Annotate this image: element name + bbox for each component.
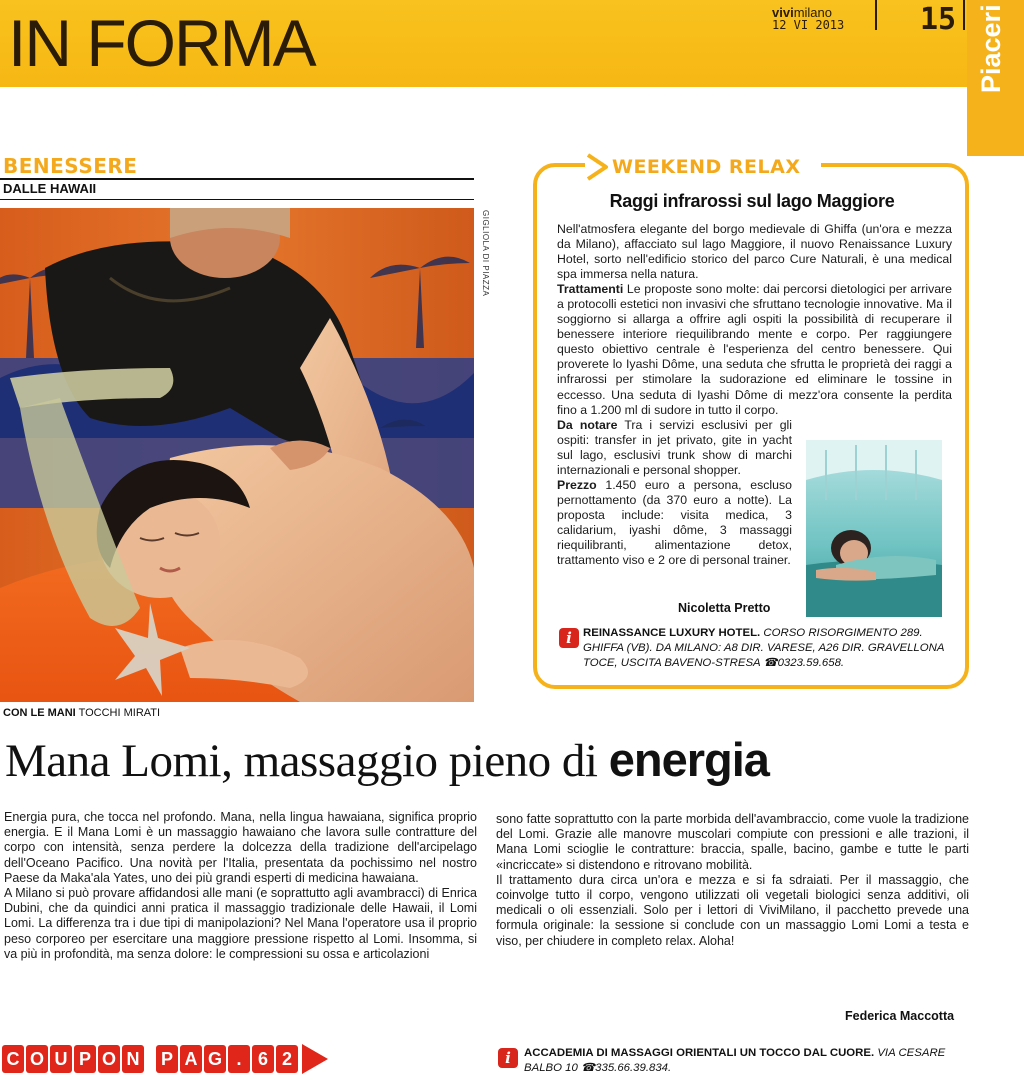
spa-photo xyxy=(806,440,942,617)
subkicker-rule xyxy=(0,199,474,200)
weekend-label: WEEKEND RELAX xyxy=(612,156,801,178)
coupon-letter: P xyxy=(156,1045,178,1073)
info-icon: i xyxy=(498,1048,518,1068)
coupon-letter: O xyxy=(26,1045,48,1073)
coupon-letter: N xyxy=(122,1045,144,1073)
masthead-brand: vivimilano xyxy=(772,5,832,20)
kicker: BENESSERE xyxy=(3,154,138,178)
article-paragraph: sono fatte soprattutto con la parte morbida dell'avambraccio, come vuole la tradizione del Lomi. Grazie alle manovre muscolari compiute con pressioni e alle trazioni, il Mana Lomi scioglie le contratture: braccia, spalle, bacino, gambe e tutte le parti «incriccate» si distendono e ritrovano mobilità. xyxy=(496,812,969,872)
header-divider xyxy=(963,0,965,30)
article-paragraph: Il trattamento dura circa un'ora e mezza e si fa sdraiati. Per il massaggio, che coinvolge tutto il corpo, vengono utilizzati oli vegetali biologici senza additivi, oli medicali o oli essenziali. Solo per i lettori di ViviMilano, il pacchetto prevede una formula originale: la sessione si conclude con un massaggio Lomi Lomi a testa e viso, per chiudere in completo relax. Aloha! xyxy=(496,872,969,948)
coupon-arrow-icon xyxy=(302,1044,328,1074)
weekend-intro: Nell'atmosfera elegante del borgo medievale di Ghiffa (un'ora e mezza da Milano), affacciato sul lago Maggiore, il nuovo Renaissance Luxury Hotel, sorto nell'edificio storico del parco Cure Naturali, è una medical spa immersa nella natura. xyxy=(557,222,952,282)
massage-photo xyxy=(0,208,474,702)
article-title: Mana Lomi, massaggio pieno di energia xyxy=(5,733,769,787)
weekend-paragraph: Prezzo 1.450 euro a persona, escluso pernottamento (da 370 euro a notte). La proposta include: visita medica, 3 calidarium, iyashi dôme, 3 massaggi riequilibranti, alimentazione detox, trattamento viso e 2 ore di personal trainer. xyxy=(557,477,792,568)
arrow-right-icon xyxy=(586,153,612,181)
footer-address: ACCADEMIA DI MASSAGGI ORIENTALI UN TOCCO DAL CUORE. VIA CESARE BALBO 10 ☎335.66.39.834. xyxy=(524,1047,946,1074)
photo-credit: GIGLIOLA DI PIAZZA xyxy=(481,210,490,297)
coupon-letter: O xyxy=(98,1045,120,1073)
coupon-banner xyxy=(2,1044,328,1074)
article-byline: Federica Maccotta xyxy=(845,1009,955,1023)
coupon-letter: P xyxy=(74,1045,96,1073)
section-title: IN FORMA xyxy=(8,6,315,80)
coupon-letter: A xyxy=(180,1045,202,1073)
article-paragraph: A Milano si può provare affidandosi alle mani (e soprattutto agli avambracci) di Enrica Dubini, che da quindici anni pratica il massaggio tradizionale delle Hawaii, il Lomi Lomi. La differenza tra i due tipi di manipolazioni? Nel Mana l'operatore usa il proprio peso corporeo per esercitare una maggiore pressione rispetto al Lomi. Insomma, si va più in profondità, ma senza dolore: le compressioni su ossa e articolazioni xyxy=(4,886,477,961)
kicker-rule xyxy=(0,178,474,180)
info-icon: i xyxy=(559,628,579,648)
weekend-address: REINASSANCE LUXURY HOTEL. CORSO RISORGIMENTO 289. GHIFFA (VB). DA MILANO: A8 DIR. VARESE, A26 DIR. GRAVELLONA TOCE, USCITA BAVENO-STRESA ☎0323.59.658. xyxy=(583,627,945,669)
header-divider xyxy=(875,0,877,30)
coupon-letter: G xyxy=(204,1045,226,1073)
coupon-letter: . xyxy=(228,1045,250,1073)
weekend-paragraph: Trattamenti Le proposte sono molte: dai percorsi dietologici per arrivare a protocolli estetici non invasivi che sfruttano tecnologie innovative. Ma il soggiorno si allarga a offrire agli ospiti la possibilità di recuperare il benessere interiore riequilibrando mente e corpo. Per raggiungere questo obiettivo centrale è l'esperienza del centro benessere. Qui proverete lo Iyashi Dôme, una seduta che sfrutta le proprietà dei raggi a infrarossi per stimolare la sudorazione ed eliminare le tossine in eccesso. Una seduta di Iyashi Dôme di mezz'ora consente la perdita fino a 1.200 ml di sudore in tutto il corpo. xyxy=(557,282,952,417)
masthead xyxy=(772,6,872,32)
subkicker: DALLE HAWAII xyxy=(3,181,97,196)
section-tab-label: Piaceri xyxy=(976,4,1006,93)
issue-date: 12 VI 2013 xyxy=(772,18,845,32)
page-number: 15 xyxy=(920,2,957,37)
article-column-right xyxy=(496,812,969,949)
article-paragraph: Energia pura, che tocca nel profondo. Mana, nella lingua hawaiana, significa proprio energia. E il Mana Lomi è un massaggio hawaiano che lavora sulle contratture del corpo con intensità, senza perdere la dolcezza della tradizione dell'arcipelago dell'Oceano Pacifico. Una novità per l'Italia, presentata da pochissimo nel nostro Paese da Maka'ala Yates, uno dei più grandi esperti di medicina hawaiana. xyxy=(4,810,477,885)
coupon-letter: U xyxy=(50,1045,72,1073)
section-tab xyxy=(967,0,1024,156)
coupon-letter: 6 xyxy=(252,1045,274,1073)
photo-caption: CON LE MANI TOCCHI MIRATI xyxy=(3,707,161,719)
weekend-signature: Nicoletta Pretto xyxy=(678,601,771,615)
article-column-left xyxy=(4,810,477,962)
weekend-headline: Raggi infrarossi sul lago Maggiore xyxy=(609,191,895,211)
weekend-paragraph: Da notare Tra i servizi esclusivi per gli ospiti: transfer in jet privato, gite in yacht sul lago, esclusivi trunk show di marchi internazionali e personal shopper. xyxy=(557,417,792,477)
coupon-letter: C xyxy=(2,1045,24,1073)
coupon-letter: 2 xyxy=(276,1045,298,1073)
